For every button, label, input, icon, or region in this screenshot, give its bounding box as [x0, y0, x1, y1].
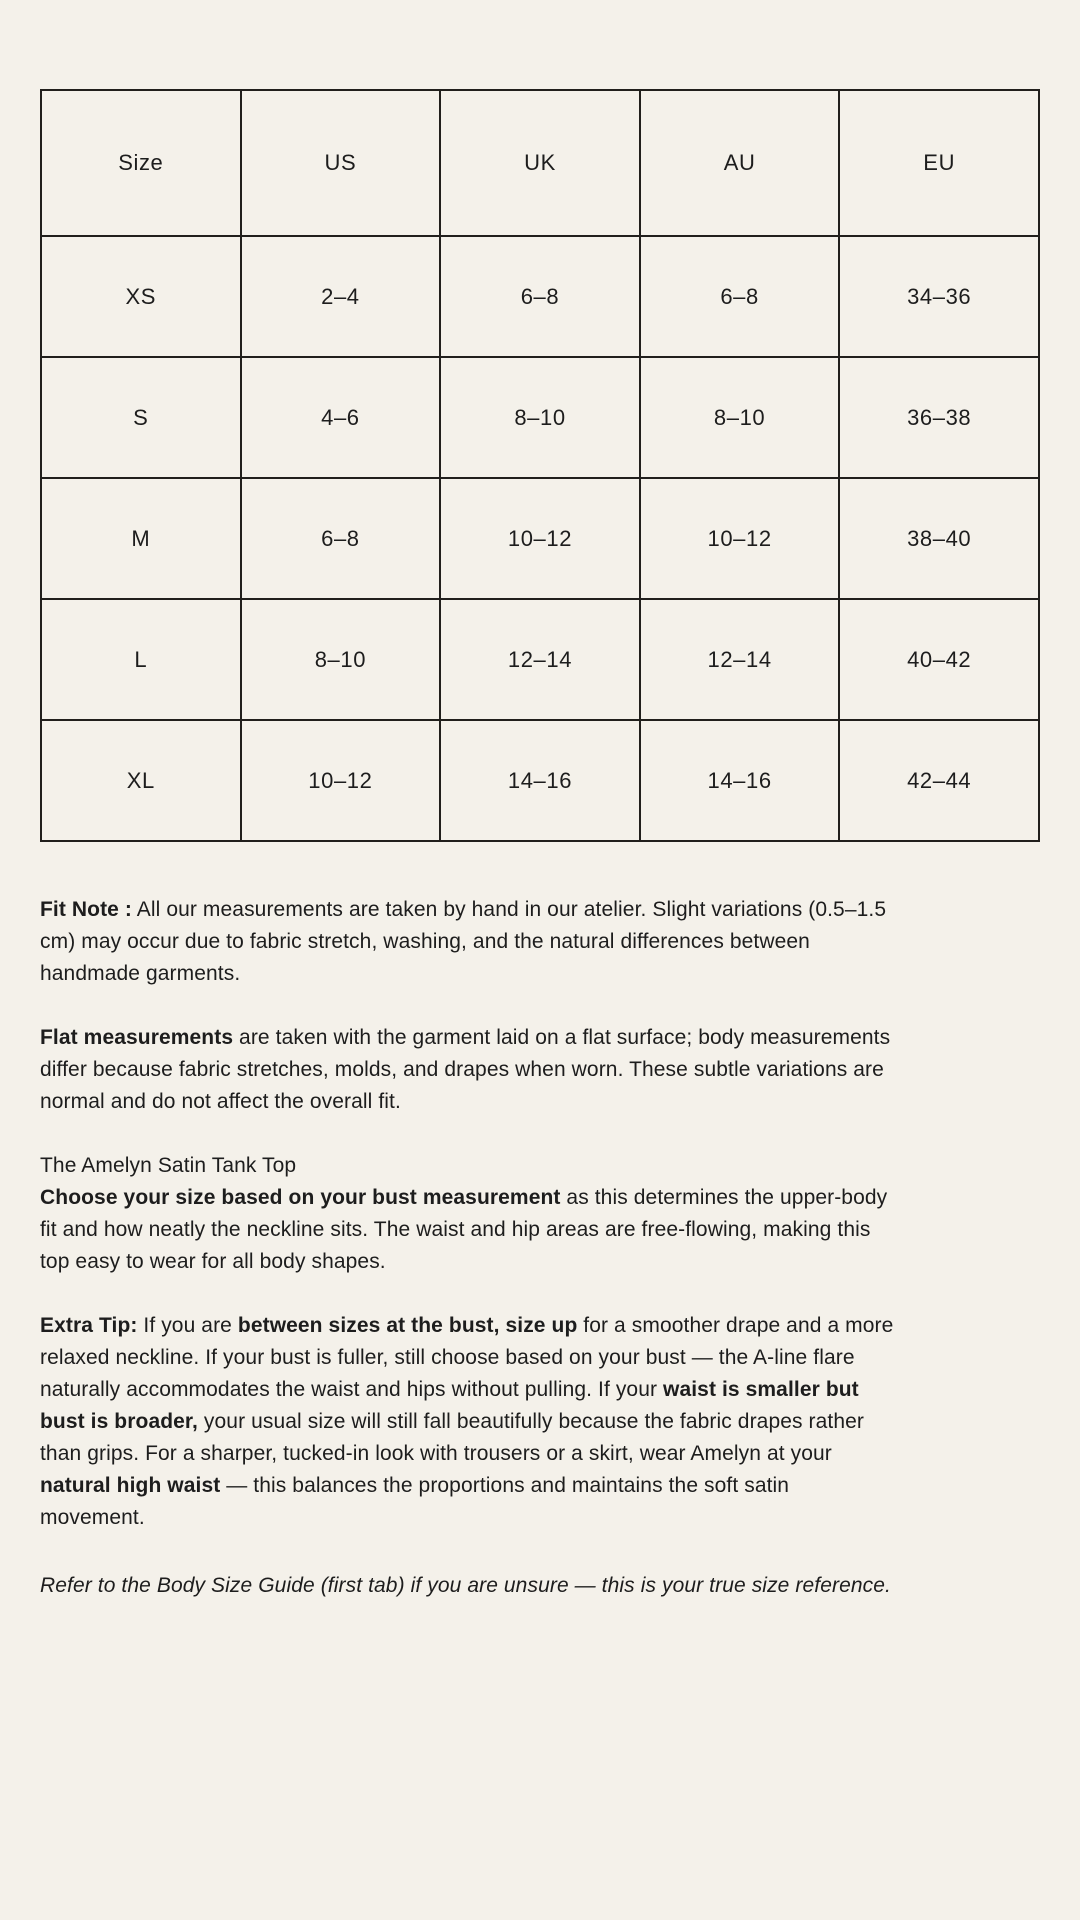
size-value-cell: 12–14 — [640, 599, 840, 720]
fit-notes-section — [40, 894, 1040, 1602]
column-header: AU — [640, 90, 840, 236]
note-paragraph — [40, 1310, 1040, 1534]
size-label-cell: M — [41, 478, 241, 599]
column-header: UK — [440, 90, 640, 236]
size-value-cell: 38–40 — [839, 478, 1039, 599]
table-row — [41, 478, 1039, 599]
table-header-row — [41, 90, 1039, 236]
size-label-cell: L — [41, 599, 241, 720]
note-line: The Amelyn Satin Tank Top — [40, 1154, 297, 1177]
size-label-cell: XL — [41, 720, 241, 841]
table-row — [41, 599, 1039, 720]
note-line: Fit Note : All our measurements are taken by hand in our atelier. Slight variations (0.5–1.5 — [40, 898, 887, 921]
column-header: EU — [839, 90, 1039, 236]
size-value-cell: 36–38 — [839, 357, 1039, 478]
size-value-cell: 6–8 — [241, 478, 441, 599]
note-line: fit and how neatly the neckline sits. The waist and hip areas are free-flowing, making this — [40, 1218, 871, 1241]
note-line: cm) may occur due to fabric stretch, washing, and the natural differences between — [40, 930, 810, 953]
size-value-cell: 8–10 — [241, 599, 441, 720]
note-line: differ because fabric stretches, molds, and drapes when worn. These subtle variations are — [40, 1058, 884, 1081]
size-chart-table — [40, 89, 1040, 842]
size-value-cell: 8–10 — [440, 357, 640, 478]
note-line: movement. — [40, 1506, 145, 1529]
size-label-cell: XS — [41, 236, 241, 357]
size-value-cell: 6–8 — [640, 236, 840, 357]
table-body — [41, 236, 1039, 841]
size-value-cell: 2–4 — [241, 236, 441, 357]
note-line: than grips. For a sharper, tucked-in look with trousers or a skirt, wear Amelyn at your — [40, 1442, 832, 1465]
size-value-cell: 14–16 — [440, 720, 640, 841]
size-value-cell: 10–12 — [241, 720, 441, 841]
size-value-cell: 10–12 — [640, 478, 840, 599]
size-value-cell: 10–12 — [440, 478, 640, 599]
note-line: Choose your size based on your bust measurement as this determines the upper-body — [40, 1186, 888, 1209]
size-label-cell: S — [41, 357, 241, 478]
table-row — [41, 357, 1039, 478]
note-line: Refer to the Body Size Guide (first tab) if you are unsure — this is your true size reference. — [40, 1574, 891, 1597]
table-row — [41, 236, 1039, 357]
note-line: bust is broader, your usual size will still fall beautifully because the fabric drapes rather — [40, 1410, 865, 1433]
note-paragraph — [40, 1150, 1040, 1278]
size-value-cell: 14–16 — [640, 720, 840, 841]
note-paragraph — [40, 894, 1040, 990]
note-line: natural high waist — this balances the proportions and maintains the soft satin — [40, 1474, 790, 1497]
size-value-cell: 4–6 — [241, 357, 441, 478]
size-value-cell: 40–42 — [839, 599, 1039, 720]
size-value-cell: 6–8 — [440, 236, 640, 357]
note-line: normal and do not affect the overall fit. — [40, 1090, 401, 1113]
size-value-cell: 42–44 — [839, 720, 1039, 841]
reference-note — [40, 1570, 1040, 1602]
table-row — [41, 720, 1039, 841]
size-value-cell: 34–36 — [839, 236, 1039, 357]
size-value-cell: 12–14 — [440, 599, 640, 720]
column-header: US — [241, 90, 441, 236]
size-value-cell: 8–10 — [640, 357, 840, 478]
note-line: Extra Tip: If you are between sizes at the bust, size up for a smoother drape and a more — [40, 1314, 894, 1337]
note-paragraph — [40, 1022, 1040, 1118]
column-header: Size — [41, 90, 241, 236]
note-line: top easy to wear for all body shapes. — [40, 1250, 386, 1273]
note-line: Flat measurements are taken with the garment laid on a flat surface; body measurements — [40, 1026, 891, 1049]
note-line: naturally accommodates the waist and hips without pulling. If your waist is smaller but — [40, 1378, 859, 1401]
note-line: relaxed neckline. If your bust is fuller, still choose based on your bust — the A-line flare — [40, 1346, 855, 1369]
note-line: handmade garments. — [40, 962, 241, 985]
